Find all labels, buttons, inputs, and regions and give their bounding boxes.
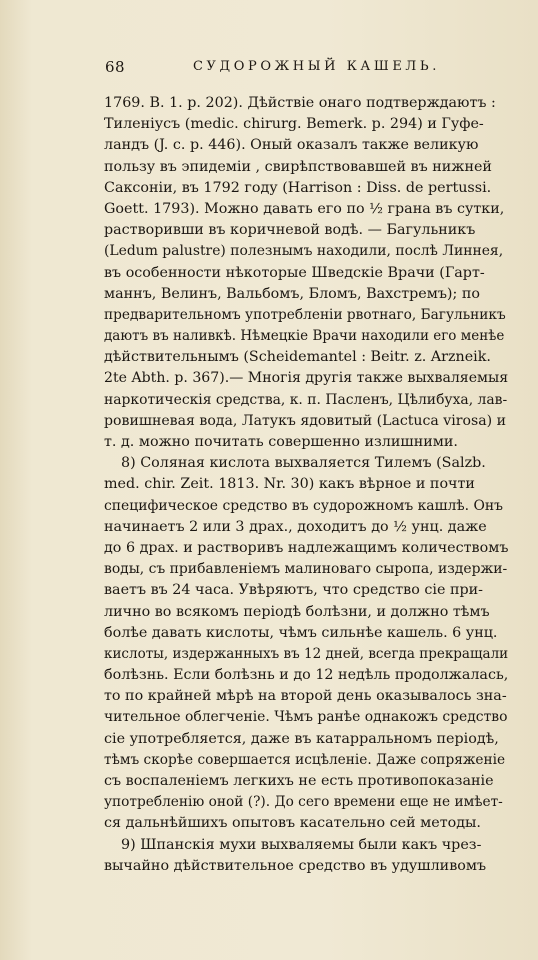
text-line: ся дальнѣйшихъ опытовъ касательно сей методы. <box>104 815 481 832</box>
running-head: СУДОРОЖНЫЙ КАШЕЛЬ. <box>193 59 440 74</box>
text-line: наркотическія средства, к. п. Пасленъ, Цѣлибуха, лав- <box>104 391 508 408</box>
paragraph-start-line: 9) Шпанскія мухи выхваляемы были какъ чрез- <box>121 836 482 853</box>
text-line: (Ledum palustre) полезнымъ находили, послѣ Линнея, <box>104 243 504 260</box>
text-line: болѣзнь. Если болѣзнь и до 12 недѣль продолжалась, <box>104 667 509 684</box>
text-line: маннъ, Велинъ, Вальбомъ, Бломъ, Вахстремъ); по <box>104 285 481 302</box>
text-line: растворивши въ коричневой водѣ. — Багульникъ <box>104 222 476 239</box>
text-line: употребленію оной (?). До сего времени еще не имѣет- <box>104 794 503 811</box>
text-line: даютъ въ наливкѣ. Нѣмецкіе Врачи находили его менѣе <box>104 328 505 345</box>
text-line: ваетъ въ 24 часа. Увѣряютъ, что средство сіе при- <box>104 582 484 599</box>
text-line: сіе употребляется, даже въ катарральномъ періодѣ, <box>104 730 499 747</box>
text-line: ландъ (J. c. p. 446). Оный оказалъ также великую <box>104 137 479 154</box>
text-line: тѣмъ скорѣе совершается исцѣленіе. Даже сопряженіе <box>104 751 506 768</box>
text-line: 1769. B. 1. p. 202). Дѣйствіе онаго подтверждаютъ : <box>104 95 496 111</box>
text-line: Саксоніи, въ 1792 году (Harrison : Diss. de pertussi. <box>104 179 492 196</box>
text-line: начинаетъ 2 или 3 драх., доходитъ до ½ унц. даже <box>104 518 487 535</box>
text-line: med. chir. Zeit. 1813. Nr. 30) какъ вѣрное и почти <box>104 476 475 493</box>
text-line: ровишневая вода, Латукъ ядовитый (Lactuca virosa) и <box>104 412 506 429</box>
text-line: въ особенности нѣкоторые Шведскіе Врачи (Гарт- <box>104 264 485 281</box>
text-line: предварительномъ употребленіи рвотнаго, Багульникъ <box>104 306 506 323</box>
text-line: лично во всякомъ періодѣ болѣзни, и должно тѣмъ <box>104 603 490 620</box>
text-line: дѣйствительнымъ (Scheidemantel : Beitr. z. Arzneik. <box>104 349 491 366</box>
text-line: Тиленіусъ (medic. chirurg. Bemerk. p. 294) и Гуфе- <box>104 116 484 133</box>
text-line: 2te Abth. p. 367).— Многія другія также выхваляемыя <box>104 370 509 387</box>
text-line: кислоты, издержанныхъ въ 12 дней, всегда прекращали <box>104 645 509 662</box>
text-line: пользу въ эпидеміи , свирѣпствовавшей въ нижней <box>104 158 492 175</box>
text-line: вычайно дѣйствительное средство въ удушливомъ <box>104 857 487 874</box>
text-line: то по крайней мѣрѣ на второй день оказывалось зна- <box>104 688 507 705</box>
text-line: т. д. можно почитать совершенно излишними. <box>104 434 458 450</box>
text-line: Goett. 1793). Можно давать его по ½ грана въ сутки, <box>104 200 505 217</box>
page-number: 68 <box>105 58 126 76</box>
text-line: съ воспаленіемъ легкихъ не есть противопоказаніе <box>104 773 494 789</box>
body-text <box>104 93 508 877</box>
text-line: чительное облегченіе. Чѣмъ ранѣе однакожъ средство <box>104 709 508 726</box>
text-line: специфическое средство въ судорожномъ кашлѣ. Онъ <box>104 497 503 514</box>
text-line: до 6 драх. и растворивъ надлежащимъ количествомъ <box>104 539 509 556</box>
paragraph-start-line: 8) Соляная кислота выхваляется Тилемъ (Salzb. <box>121 455 486 472</box>
page-header <box>105 58 460 80</box>
text-line: воды, съ прибавленіемъ малиноваго сыропа, издержи- <box>104 561 508 578</box>
text-line: болѣе давать кислоты, чѣмъ сильнѣе кашель. 6 унц. <box>104 624 498 641</box>
